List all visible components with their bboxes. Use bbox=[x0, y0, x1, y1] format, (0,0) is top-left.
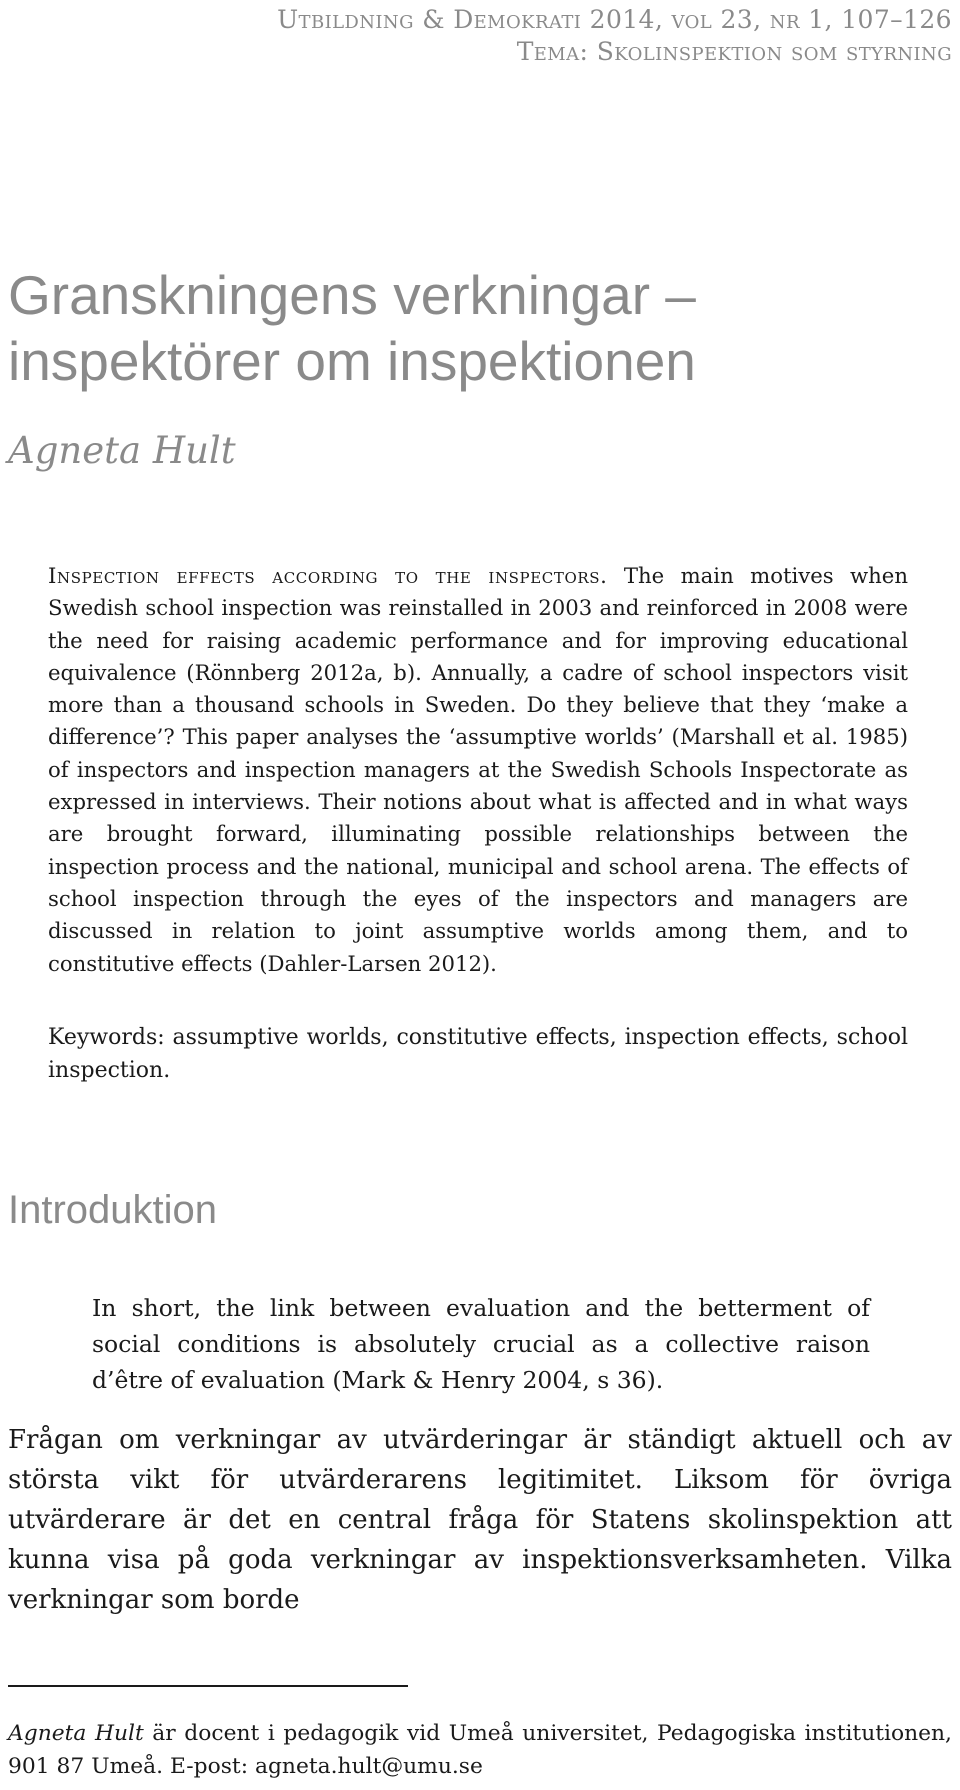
running-header bbox=[52, 4, 952, 68]
journal-citation: Utbildning & Demokrati 2014, vol 23, nr 1, 107–126 bbox=[277, 5, 952, 34]
footnote-affiliation: är docent i pedagogik vid Umeå universitet, Pedagogiska institutionen, 901 87 Umeå. E-post: agneta.hult@umu.se bbox=[8, 1721, 952, 1779]
title-line-2: inspektörer om inspektionen bbox=[8, 330, 696, 392]
epigraph-quote: In short, the link between evaluation and the betterment of social conditions is absolutely crucial as a collective raison d’être of evaluation (Mark & Henry 2004, s 36). bbox=[92, 1294, 870, 1394]
footnote-divider bbox=[8, 1685, 408, 1687]
abstract-text: The main motives when Swedish school inspection was reinstalled in 2003 and reinforced in 2008 were the need for raising academic performance and for improving educational equivalence (Rönnberg 2012a, b). Annually, a cadre of school inspectors visit more than a thousand schools in Sweden. Do they believe that they ‘make a difference’? This paper analyses the ‘assumptive worlds’ (Marshall et al. 1985) of inspectors and inspection managers at the Swedish Schools Inspectorate as expressed in interviews. Their notions about what is affected and in what ways are brought forward, illuminating possible relationships between the inspection process and the national, municipal and school arena. The effects of school inspection through the eyes of the inspectors and managers are discussed in relation to joint assumptive worlds among them, and to constitutive effects (Dahler-Larsen 2012). bbox=[48, 563, 908, 976]
keywords: Keywords: assumptive worlds, constitutive effects, inspection effects, school inspection. bbox=[48, 1025, 908, 1083]
abstract-english-title: Inspection effects according to the inspectors. bbox=[48, 563, 608, 588]
abstract bbox=[48, 560, 908, 980]
author-footnote bbox=[8, 1717, 952, 1783]
article-author: Agneta Hult bbox=[8, 429, 236, 472]
theme-line: Tema: Skolinspektion som styrning bbox=[516, 37, 952, 66]
body-paragraph: Frågan om verkningar av utvärderingar är ständigt aktuell och av största vikt för utvärderarens legitimitet. Liksom för övriga utvärderare är det en central fråga för Statens skolinspektion att kunna visa på goda verkningar av inspektionsverksamheten. Vilka verkningar som borde bbox=[8, 1425, 952, 1615]
footnote-author-name: Agneta Hult bbox=[8, 1721, 144, 1746]
section-heading-introduction: Introduktion bbox=[8, 1188, 218, 1232]
title-line-1: Granskningens verkningar – bbox=[8, 264, 696, 326]
article-title bbox=[8, 262, 938, 394]
